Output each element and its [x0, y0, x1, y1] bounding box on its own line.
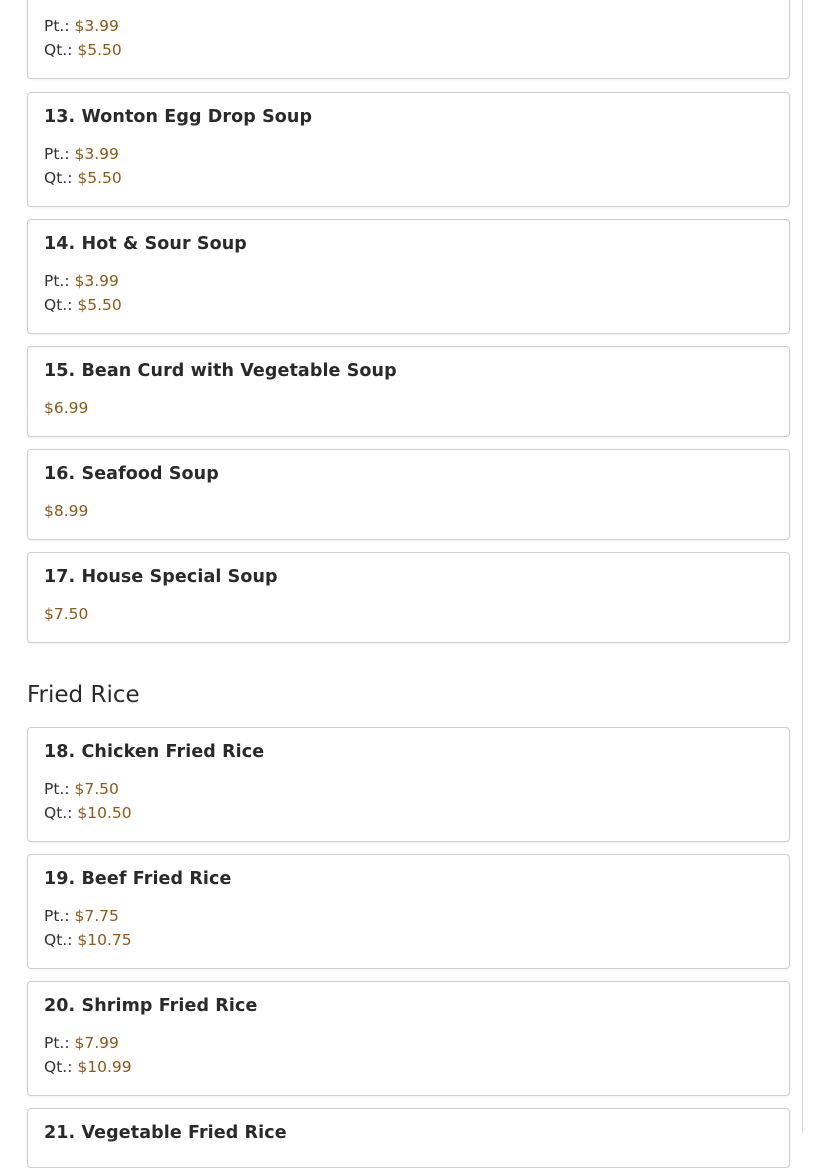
- quart-label: Qt.:: [44, 41, 73, 59]
- menu-item-title: 15. Bean Curd with Vegetable Soup: [44, 361, 397, 381]
- menu-item-title: 13. Wonton Egg Drop Soup: [44, 107, 313, 127]
- quart-price: $10.50: [77, 804, 132, 822]
- menu-item-title: 20. Shrimp Fried Rice: [44, 996, 258, 1016]
- pint-label: Pt.:: [44, 145, 70, 163]
- pint-price: $3.99: [74, 145, 119, 163]
- pint-label: Pt.:: [44, 272, 70, 290]
- quart-price: $10.99: [77, 1058, 132, 1076]
- menu-item-title: 21. Vegetable Fried Rice: [44, 1123, 287, 1143]
- pint-price: $7.99: [74, 1034, 119, 1052]
- item-price: $7.50: [44, 605, 89, 623]
- menu-item-card[interactable]: [27, 346, 790, 437]
- menu-item-card[interactable]: [27, 552, 790, 643]
- pint-label: Pt.:: [44, 907, 70, 925]
- menu-item-card[interactable]: [27, 0, 790, 79]
- pint-price: $7.75: [74, 907, 119, 925]
- pint-price-line: [44, 145, 119, 163]
- section-heading-fried-rice: Fried Rice: [27, 682, 140, 708]
- quart-price-line: [44, 931, 132, 949]
- menu-item-title: 16. Seafood Soup: [44, 464, 219, 484]
- pint-price-line: [44, 780, 119, 798]
- quart-label: Qt.:: [44, 169, 73, 187]
- pint-label: Pt.:: [44, 1034, 70, 1052]
- menu-item-card[interactable]: [27, 1108, 790, 1168]
- quart-label: Qt.:: [44, 804, 73, 822]
- menu-item-card[interactable]: [27, 981, 790, 1096]
- menu-item-card[interactable]: [27, 727, 790, 842]
- item-price: $8.99: [44, 502, 89, 520]
- quart-price: $5.50: [77, 169, 122, 187]
- pint-price-line: [44, 1034, 119, 1052]
- quart-price-line: [44, 169, 122, 187]
- quart-price-line: [44, 41, 122, 59]
- price-line: [44, 605, 88, 623]
- quart-label: Qt.:: [44, 1058, 73, 1076]
- pint-price: $3.99: [74, 17, 119, 35]
- price-line: [44, 399, 88, 417]
- pint-label: Pt.:: [44, 780, 70, 798]
- quart-label: Qt.:: [44, 296, 73, 314]
- menu-item-card[interactable]: [27, 854, 790, 969]
- quart-price: $10.75: [77, 931, 132, 949]
- pint-price-line: [44, 272, 119, 290]
- pint-label: Pt.:: [44, 17, 70, 35]
- menu-item-title: 19. Beef Fried Rice: [44, 869, 232, 889]
- item-price: $6.99: [44, 399, 89, 417]
- menu-item-card[interactable]: [27, 449, 790, 540]
- quart-price-line: [44, 804, 132, 822]
- page-edge-divider: [802, 0, 803, 1133]
- quart-price-line: [44, 1058, 132, 1076]
- menu-item-card[interactable]: [27, 219, 790, 334]
- pint-price: $3.99: [74, 272, 119, 290]
- quart-price: $5.50: [77, 41, 122, 59]
- price-line: [44, 502, 88, 520]
- quart-price: $5.50: [77, 296, 122, 314]
- menu-item-title: 18. Chicken Fried Rice: [44, 742, 265, 762]
- quart-label: Qt.:: [44, 931, 73, 949]
- quart-price-line: [44, 296, 122, 314]
- menu-item-card[interactable]: [27, 92, 790, 207]
- pint-price: $7.50: [74, 780, 119, 798]
- menu-item-title: 17. House Special Soup: [44, 567, 278, 587]
- menu-item-title: 14. Hot & Sour Soup: [44, 234, 247, 254]
- pint-price-line: [44, 907, 119, 925]
- pint-price-line: [44, 17, 119, 35]
